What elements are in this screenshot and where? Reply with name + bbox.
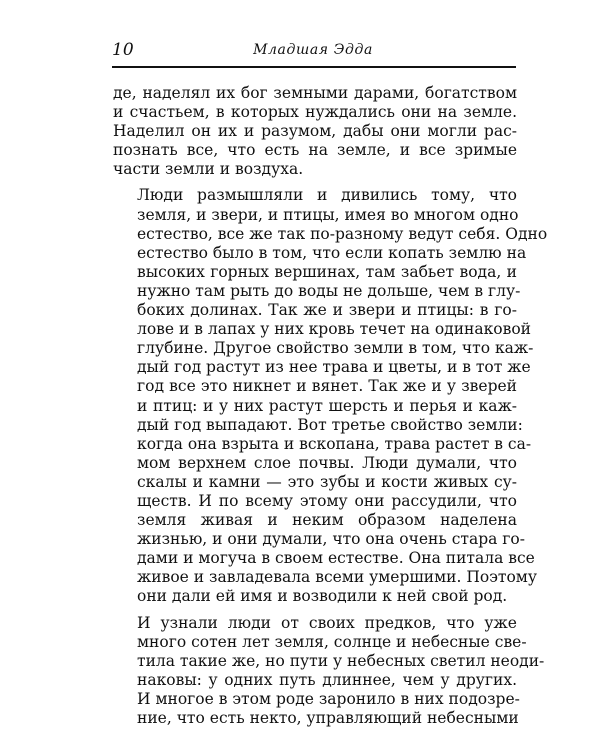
- text-line: дый год выпадают. Вот третье свойство земли:: [137, 415, 523, 434]
- running-title: Младшая Эдда: [253, 42, 373, 58]
- text-line: они дали ей имя и возводили к ней свой род.: [137, 587, 508, 606]
- header-rule: [112, 66, 516, 68]
- text-line: мом верхнем слое почвы. Люди думали, что: [137, 453, 517, 472]
- text-line: много сотен лет земля, солнце и небесные све-: [137, 632, 527, 651]
- text-line: жизнью, и они думали, что она очень стара го-: [137, 530, 525, 549]
- text-line: и птиц: и у них растут шерсть и перья и каж-: [137, 396, 517, 415]
- text-line: скалы и камни — это зубы и кости живых су-: [137, 472, 517, 491]
- text-line: де, наделял их бог земными дарами, богатством: [113, 84, 517, 102]
- text-line: Люди размышляли и дивились тому, что: [137, 186, 517, 205]
- text-line: части земли и воздуха.: [113, 160, 304, 179]
- text-line: год все это никнет и вянет. Так же и у зверей: [137, 377, 517, 396]
- text-line: живое и завладевала всеми умершими. Поэтому: [137, 568, 537, 587]
- body-text: [113, 84, 548, 728]
- text-line: наковы: у одних путь длиннее, чем у других.: [137, 670, 517, 689]
- text-line: естество было в том, что если копать землю на: [137, 243, 527, 262]
- text-line: нужно там рыть до воды не дольше, чем в глу-: [137, 281, 521, 300]
- text-line: лове и в лапах у них кровь течет на одинаковой: [137, 320, 532, 339]
- text-line: глубине. Другое свойство земли в том, что каж-: [137, 339, 534, 358]
- text-line: дами и могуча в своем естестве. Она питала все: [137, 549, 535, 568]
- text-line: ние, что есть некто, управляющий небесными: [137, 709, 519, 727]
- text-line: когда она взрыта и вскопана, трава растет в са-: [137, 434, 532, 453]
- page-number: 10: [112, 40, 134, 60]
- text-line: боких долинах. Так же и звери и птицы: в го-: [137, 301, 517, 320]
- text-line: познать все, что есть на земле, и все зримые: [113, 141, 517, 160]
- paragraph-2: [113, 186, 548, 606]
- text-line: И многое в этом роде заронило в них подозре-: [137, 689, 520, 708]
- text-line: дый год растут из нее трава и цветы, и в тот же: [137, 358, 531, 377]
- paragraph-1: [113, 84, 517, 179]
- text-line: ществ. И по всему этому они рассудили, что: [137, 491, 517, 510]
- text-line: Наделил он их и разумом, дабы они могли рас-: [113, 122, 517, 141]
- paragraph-3: [113, 613, 545, 729]
- text-line: высоких горных вершинах, там забьет вода, и: [137, 262, 517, 281]
- text-line: и счастьем, в которых нуждались они на земле.: [113, 103, 517, 122]
- text-line: И узнали люди от своих предков, что уже: [137, 613, 517, 632]
- page-header: [112, 40, 514, 60]
- text-line: естество, все же так по-разному ведут себя. Одно: [137, 224, 548, 243]
- text-line: земля живая и неким образом наделена: [137, 511, 517, 530]
- text-line: тила такие же, но пути у небесных светил неоди-: [137, 651, 545, 670]
- text-line: земля, и звери, и птицы, имея во многом одно: [137, 205, 519, 224]
